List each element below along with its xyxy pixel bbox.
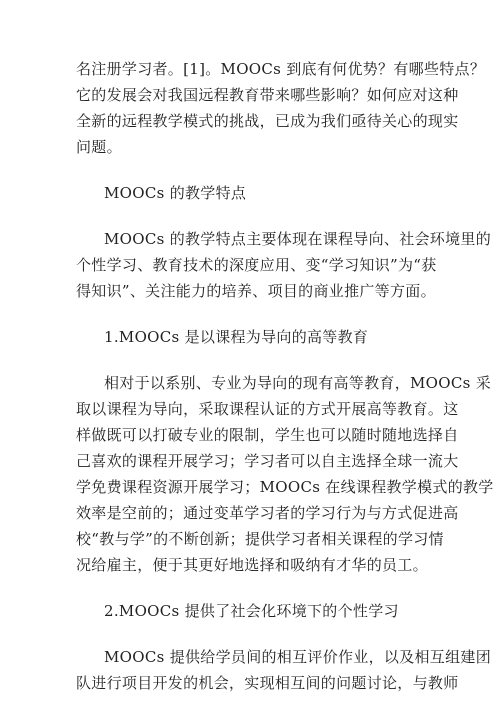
text-line: 学免费课程资源开展学习；MOOCs 在线课程教学模式的教学 [76,478,494,496]
text-line: 名注册学习者。[1]。MOOCs 到底有何优势？有哪些特点？ [76,60,486,78]
text-line: 它的发展会对我国远程教育带来哪些影响？如何应对这种 [76,86,459,104]
text-line: 全新的远程教学模式的挑战，已成为我们亟待关心的现实 [76,112,459,130]
text-line: 取以课程为导向，采取课程认证的方式开展高等教育。这 [76,400,459,418]
text-line: MOOCs 提供给学员间的相互评价作业，以及相互组建团 [104,648,491,666]
paragraph-gap [76,206,424,226]
text-line: 相对于以系别、专业为导向的现有高等教育，MOOCs 采 [104,374,491,392]
text-line: 况给雇主，便于其更好地选择和吸纳有才华的员工。 [76,556,428,574]
paragraph-gap [76,578,424,598]
subsection-heading-2: 2.MOOCs 提供了社会化环境下的个性学习 [104,602,399,620]
section-heading: MOOCs 的教学特点 [104,184,247,202]
text-line: 个性学习、教育技术的深度应用、变“学习知识”为“获 [76,256,437,274]
text-line: MOOCs 的教学特点主要体现在课程导向、社会环境里的 [104,230,491,248]
text-line: 样做既可以打破专业的限制，学生也可以随时随地选择自 [76,426,459,444]
text-line: 效率是空前的；通过变革学习者的学习行为与方式促进高 [76,504,459,522]
text-line: 己喜欢的课程开展学习；学习者可以自主选择全球一流大 [76,452,459,470]
text-line: 校“教与学”的不断创新；提供学习者相关课程的学习情 [76,530,444,548]
paragraph-gap [76,624,424,644]
paragraph-gap [76,160,424,180]
paragraph-gap [76,304,424,324]
paragraph-gap [76,350,424,370]
text-line: 队进行项目开发的机会，实现相互间的问题讨论，与教师 [76,674,459,692]
subsection-heading-1: 1.MOOCs 是以课程为导向的高等教育 [104,328,369,346]
text-line: 得知识”、关注能力的培养、项目的商业推广等方面。 [76,282,436,300]
text-line: 问题。 [76,138,122,156]
